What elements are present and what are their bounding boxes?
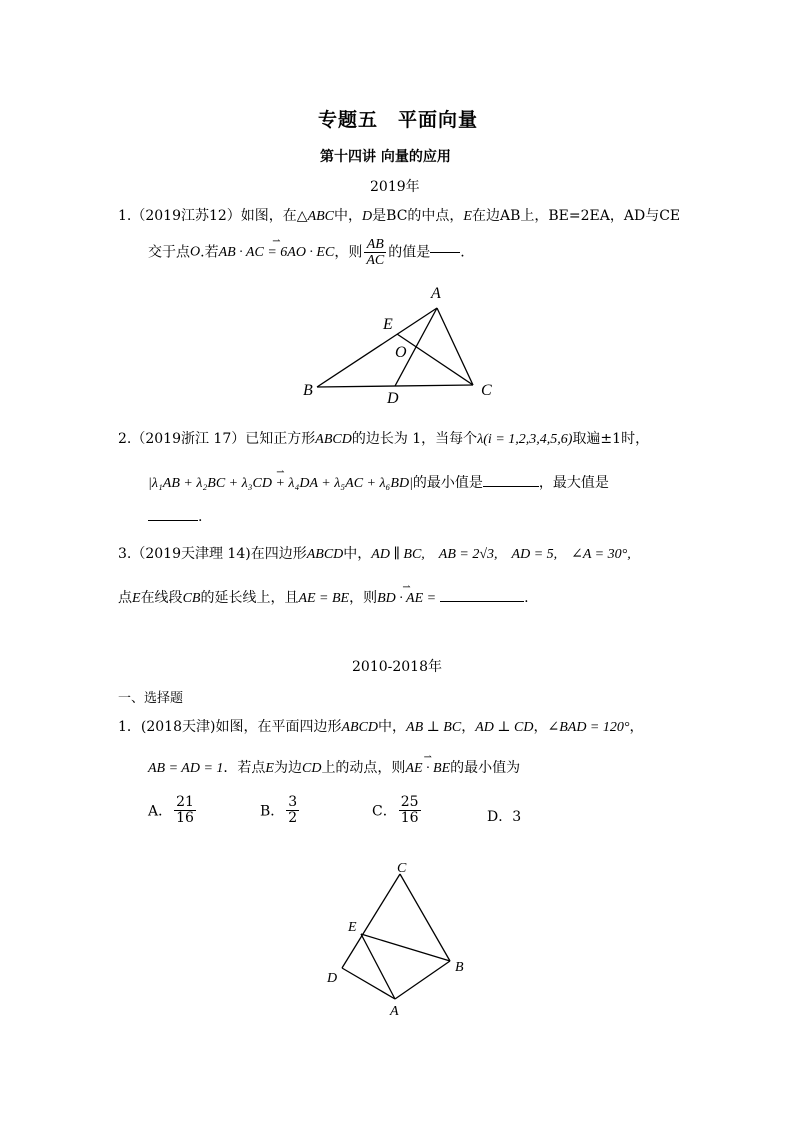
q4-ab-ad: AB = AD = 1	[148, 761, 224, 776]
choice-value: 3	[512, 809, 522, 825]
q3-abcd: ABCD	[306, 547, 344, 562]
q4-choice-b[interactable]	[260, 795, 301, 826]
q3-ae-be: AE = BE	[298, 591, 350, 606]
q1-fraction	[364, 237, 386, 268]
q2-t3: 的最小值是	[412, 475, 483, 491]
q3-line2d: ，则	[349, 590, 378, 606]
q2-lead: 2.（2019浙江 17）已知正方形	[118, 431, 316, 447]
q4-choice-d[interactable]	[487, 806, 521, 826]
q4-line2d: 上的动点，则	[321, 760, 406, 776]
choice-label: D．	[487, 809, 513, 825]
choice-label: B．	[260, 803, 285, 820]
q4-line1	[118, 718, 643, 737]
fig1-label-a: A	[431, 285, 441, 302]
fig2-segment-ba	[395, 961, 450, 999]
q2-abcd: ABCD	[315, 432, 352, 447]
q3-dot-product: ⇀ BD · AE =	[377, 590, 436, 608]
q4-dot-product: ⇀ AE · BE	[405, 760, 450, 778]
fig2-label-a: A	[390, 1004, 399, 1019]
q3-line2a: 点	[118, 590, 132, 606]
q3-line2c: 的延长线上，且	[200, 590, 299, 606]
q4-lead: 1．(2018天津)如图，在平面四边形	[118, 719, 342, 735]
q1-vector-equation: ⇀ AB · AC = 6AO · EC	[219, 244, 335, 262]
q1-frac-num: AB	[364, 237, 386, 253]
fig1-label-e: E	[383, 316, 393, 333]
frac-den: 2	[288, 810, 298, 826]
q4-choice-c[interactable]	[372, 795, 423, 826]
q4-line2c: 为边	[273, 760, 302, 776]
q3-lead: 3.（2019天津理 14)在四边形	[118, 546, 307, 562]
q4-sep2: ，	[533, 719, 548, 735]
q4-cond-ab-bc: AB ⊥ BC	[406, 720, 462, 735]
fig1-label-b: B	[303, 382, 313, 399]
q3-line2b: 在线段	[140, 590, 183, 606]
fig1-label-c: C	[481, 382, 492, 399]
q1-ab: AB	[499, 208, 521, 224]
q4-choice-a[interactable]	[148, 795, 198, 826]
lecture-subtitle: 第十四讲 向量的应用	[320, 149, 451, 165]
figure-2-quadrilateral	[320, 855, 470, 1020]
q1-line2b: .若	[200, 244, 219, 261]
q4-line2	[148, 759, 520, 778]
q2-line1	[118, 430, 649, 449]
page-title: 专题五 平面向量	[318, 109, 479, 131]
choice-fraction	[174, 795, 196, 826]
q2-end: .	[198, 509, 203, 525]
q4-cd: CD	[301, 761, 322, 776]
fig2-label-d: D	[327, 971, 338, 986]
q2-t1: 的边长为 1，当每个	[351, 431, 478, 447]
frac-num: 3	[288, 794, 298, 810]
q4-sep1: ，	[461, 719, 476, 735]
q3-cb: CB	[182, 591, 201, 606]
q2-condition: (i = 1,2,3,4,5,6)	[483, 432, 573, 447]
frac-num: 25	[400, 794, 419, 810]
q1-d: D	[362, 209, 373, 224]
q1-lead: 1.（2019江苏12）如图，在△	[118, 208, 308, 224]
fig1-label-o: O	[395, 344, 407, 361]
q1-line1	[118, 207, 680, 226]
q1-bc: BC	[386, 208, 408, 224]
q2-max-blank[interactable]	[148, 520, 198, 521]
q3-conditions: AD ∥ BC, AB = 2√3, AD = 5, ∠A = 30°,	[371, 547, 631, 562]
q1-line2d: 的值是	[388, 244, 431, 261]
fig2-label-b: B	[455, 960, 464, 975]
q1-ce: CE	[659, 208, 681, 224]
choice-label: C．	[372, 803, 397, 820]
q1-t5: 上，	[520, 208, 549, 224]
q3-end: .	[524, 590, 529, 606]
section-heading-choice: 一、选择题	[118, 691, 184, 706]
q2-t2: 取遍±1时，	[572, 431, 650, 447]
q2-vector-expression: ⇀ |λ₁AB + λ₂BC + λ₃CD + λ₄DA + λ₅AC + λ₆BD|	[148, 475, 413, 493]
q4-sep3: ，	[629, 719, 644, 735]
q4-cond-ad-cd: AD ⊥ CD	[475, 720, 534, 735]
q1-o: O	[190, 244, 201, 260]
q1-e: E	[463, 209, 472, 224]
q3-t1: 中，	[343, 546, 372, 562]
choice-fraction	[399, 795, 421, 826]
q4-line2e: 的最小值为	[450, 760, 521, 776]
q2-lambda: λ	[477, 432, 484, 447]
frac-den: 16	[176, 810, 194, 826]
fig1-label-d: D	[387, 390, 399, 405]
choice-label: A．	[148, 803, 173, 820]
q4-cond-angle: ∠BAD = 120°	[547, 720, 630, 735]
q1-t4: 在边	[471, 208, 500, 224]
q3-e: E	[132, 591, 141, 606]
q3-answer-blank[interactable]	[440, 601, 524, 602]
q4-line2b: ．若点	[223, 760, 266, 776]
choice-fraction	[286, 795, 299, 826]
q3-line2	[118, 589, 529, 608]
year-heading-2010-2018: 2010-2018年	[352, 659, 442, 675]
q1-t1: 中，	[334, 208, 363, 224]
q1-end: .	[460, 244, 465, 261]
q1-line2	[148, 237, 465, 268]
fig2-label-c: C	[397, 861, 407, 876]
q2-t4: ，最大值是	[538, 475, 609, 491]
q2-line3	[148, 508, 202, 526]
q1-abc: ABC	[307, 209, 335, 224]
figure-1-triangle	[295, 280, 505, 405]
fig1-segment-ba	[317, 308, 437, 387]
q1-t6: 与	[645, 208, 660, 224]
q1-line2a: 交于点	[148, 244, 190, 261]
q1-be: BE=2EA，AD	[548, 208, 646, 224]
q1-answer-blank[interactable]	[430, 252, 460, 253]
q3-line1	[118, 545, 631, 564]
q1-line2c: ，则	[334, 244, 363, 261]
q4-t1: 中，	[378, 719, 407, 735]
q2-min-blank[interactable]	[483, 486, 539, 487]
q1-t3: 的中点，	[407, 208, 464, 224]
frac-den: 16	[400, 810, 419, 826]
fig2-label-e: E	[348, 920, 357, 935]
q4-abcd: ABCD	[341, 720, 379, 735]
q1-frac-den: AC	[366, 253, 385, 268]
frac-num: 21	[176, 794, 194, 810]
q2-line2	[148, 474, 609, 493]
year-heading-2019: 2019年	[370, 179, 420, 195]
q1-t2: 是	[372, 208, 387, 224]
q4-e: E	[265, 761, 274, 776]
